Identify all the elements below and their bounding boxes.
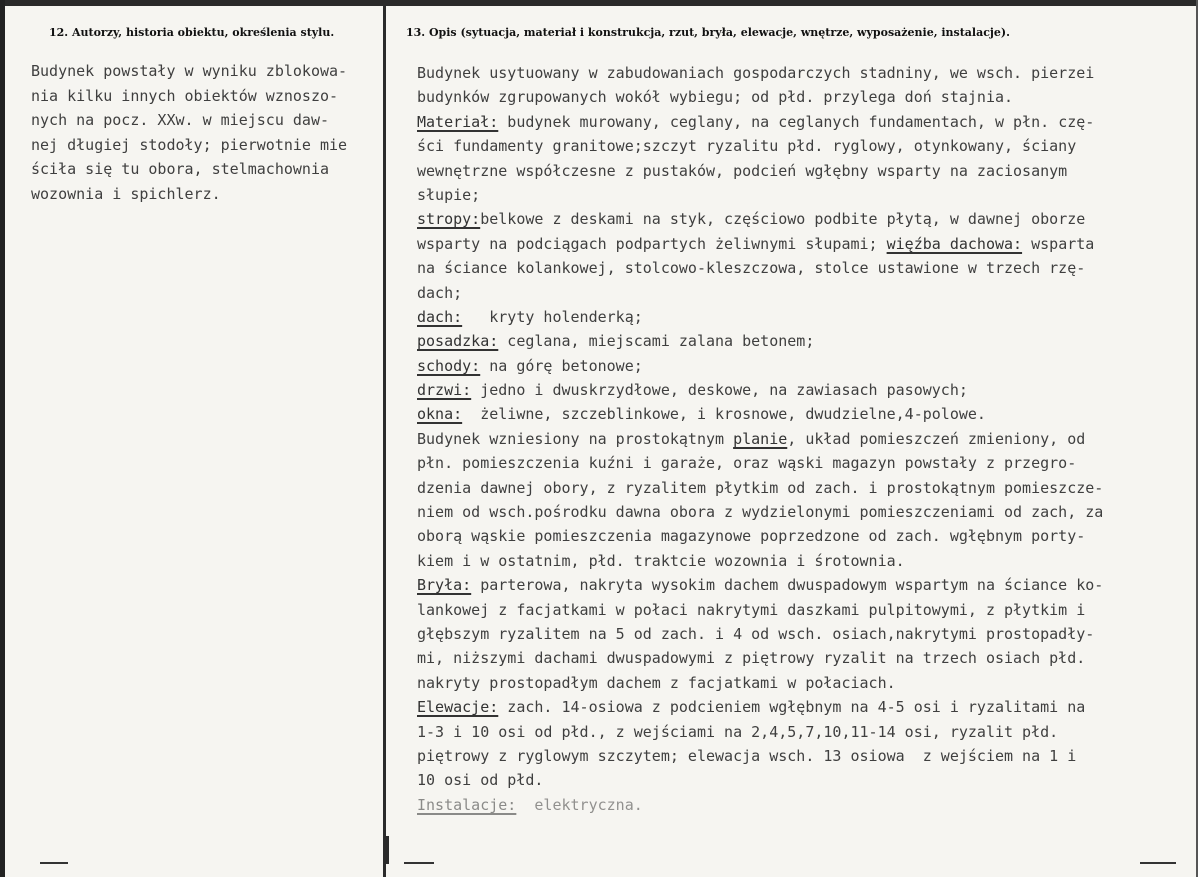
description-line [417, 549, 1192, 573]
description-text: wsparty na podciągach podpartych żeliwnymi słupami; [417, 234, 887, 253]
history-line: nych na pocz. XXw. w miejscu daw- [31, 111, 330, 129]
description-line [417, 305, 1192, 329]
description-line [417, 329, 1192, 353]
description-text: słupie; [417, 185, 481, 204]
divider-tick [383, 836, 389, 864]
description-line [417, 207, 1192, 231]
history-line: nej długiej stodoły; pierwotnie mie [31, 135, 348, 154]
description-line [417, 61, 1192, 85]
description-line [417, 256, 1192, 280]
description-text: belkowe z deskami na styk, częściowo podbite płytą, w dawnej oborze [480, 210, 1086, 229]
description-text: płn. pomieszczenia kuźni i garaże, oraz wąski magazyn powstały z przegro- [417, 454, 1077, 473]
description-text: ści fundamenty granitowe;szczyt ryzalitu płd. ryglowy, otynkowany, ściany [417, 137, 1077, 156]
history-text-block [31, 59, 376, 206]
description-text: wewnętrzne współczesne z pustaków, podcień wgłębny wsparty na zaciosanym [417, 161, 1068, 180]
description-line [417, 85, 1192, 109]
description-line [417, 622, 1192, 646]
description-text: dzenia dawnej obory, z ryzalitem płytkim od zach. i prostokątnym pomieszcze- [417, 478, 1104, 497]
description-line [417, 768, 1192, 792]
description-line [417, 573, 1192, 597]
description-line [417, 232, 1192, 256]
description-text: na górę betonowe; [480, 356, 643, 375]
history-line: Budynek powstały w wyniku zblokowa- [31, 62, 348, 80]
description-text: kiem i w ostatnim, płd. traktcie wozownia i śrotownia. [417, 551, 905, 570]
description-line [417, 159, 1192, 183]
field-label: stropy: [417, 210, 481, 229]
description-text: mi, niższymi dachami dwuspadowymi z piętrowy ryzalit na trzech osiach płd. [417, 649, 1086, 668]
history-line: nia kilku innych obiektów wznoszo- [31, 86, 339, 105]
description-text: Budynek wzniesiony na prostokątnym [417, 429, 734, 448]
description-line [417, 598, 1192, 622]
field-label: Bryła: [417, 576, 472, 595]
top-border [0, 0, 1198, 6]
description-text: żeliwne, szczeblinkowe, i krosnowe, dwudzielne,4-polowe. [462, 405, 986, 424]
history-line: wozownia i spichlerz. [31, 184, 221, 203]
field-label: Instalacje: [417, 795, 517, 814]
description-text: nakryty prostopadłym dachem z facjatkami w połaciach. [417, 673, 896, 692]
column-divider [383, 4, 386, 877]
section-12-header: 12. Autorzy, historia obiektu, określenia stylu. [49, 26, 335, 39]
description-text: Budynek usytuowany w zabudowaniach gospodarczych stadniny, we wsch. pierzei [417, 64, 1095, 82]
description-line [417, 793, 1192, 817]
field-label: planie [733, 429, 788, 448]
description-line [417, 500, 1192, 524]
description-text: 1-3 i 10 osi od płd., z wejściami na 2,4,5,7,10,11-14 osi, ryzalit płd. [417, 722, 1059, 741]
description-text: na ściance kolankowej, stolcowo-kleszczowa, stolce ustawione w trzech rzę- [417, 259, 1086, 278]
field-label: drzwi: [417, 381, 472, 400]
left-border [0, 0, 5, 877]
field-label: Elewacje: [417, 698, 499, 717]
description-text: kryty holenderką; [462, 307, 643, 326]
description-text: , układ pomieszczeń zmieniony, od [787, 429, 1086, 448]
description-text: dach; [417, 283, 463, 302]
description-line [417, 744, 1192, 768]
field-label: Materiał: [417, 112, 499, 131]
description-text: ceglana, miejscami zalana betonem; [498, 332, 815, 351]
section-13-header: 13. Opis (sytuacja, materiał i konstrukcja, rzut, bryła, elewacje, wnętrze, wyposażenie, instalacje). [406, 26, 1010, 39]
bottom-rule [40, 862, 68, 864]
description-text: głębszym ryzalitem na 5 od zach. i 4 od wsch. osiach,nakrytymi prostopadły- [417, 624, 1095, 643]
description-line [417, 134, 1192, 158]
field-label: dach: [417, 307, 463, 326]
description-line [417, 378, 1192, 402]
bottom-rule [1140, 862, 1176, 864]
description-text: wsparta [1022, 234, 1095, 253]
description-line [417, 720, 1192, 744]
description-text: piętrowy z ryglowym szczytem; elewacja wsch. 13 osiowa z wejściem na 1 i [417, 746, 1077, 765]
description-line [417, 281, 1192, 305]
field-label: schody: [417, 356, 481, 375]
description-line [417, 354, 1192, 378]
description-text: parterowa, nakryta wysokim dachem dwuspadowym wspartym na ściance ko- [471, 576, 1104, 595]
description-line [417, 183, 1192, 207]
field-label: posadzka: [417, 332, 499, 351]
description-text: budynków zgrupowanych wokół wybiegu; od płd. przylega doń stajnia. [417, 88, 1014, 107]
description-line [417, 524, 1192, 548]
description-text: 10 osi od płd. [417, 771, 544, 790]
description-line [417, 451, 1192, 475]
description-line [417, 646, 1192, 670]
description-text: lankowej z facjatkami w połaci nakrytymi daszkami pulpitowymi, z płytkim i [417, 600, 1086, 619]
description-line [417, 476, 1192, 500]
description-text: elektryczna. [516, 795, 643, 814]
description-text: zach. 14-osiowa z podcieniem wgłębnym na 4-5 osi i ryzalitami na [498, 698, 1086, 717]
description-text: budynek murowany, ceglany, na ceglanych fundamentach, w płn. czę- [498, 112, 1095, 131]
field-label: więźba dachowa: [886, 234, 1023, 253]
description-text: niem od wsch.pośrodku dawna obora z wydzielonymi pomieszczeniami od zach, za [417, 503, 1104, 522]
bottom-rule [404, 862, 434, 864]
history-line: ściła się tu obora, stelmachownia [31, 160, 330, 178]
description-text-block [417, 61, 1192, 817]
description-line [417, 695, 1192, 719]
description-line [417, 671, 1192, 695]
description-text: oborą wąskie pomieszczenia magazynowe poprzedzone od zach. wgłębnym porty- [417, 527, 1086, 546]
description-text: jedno i dwuskrzydłowe, deskowe, na zawiasach pasowych; [471, 381, 968, 400]
description-line [417, 110, 1192, 134]
field-label: okna: [417, 405, 463, 424]
description-line [417, 427, 1192, 451]
description-line [417, 402, 1192, 426]
